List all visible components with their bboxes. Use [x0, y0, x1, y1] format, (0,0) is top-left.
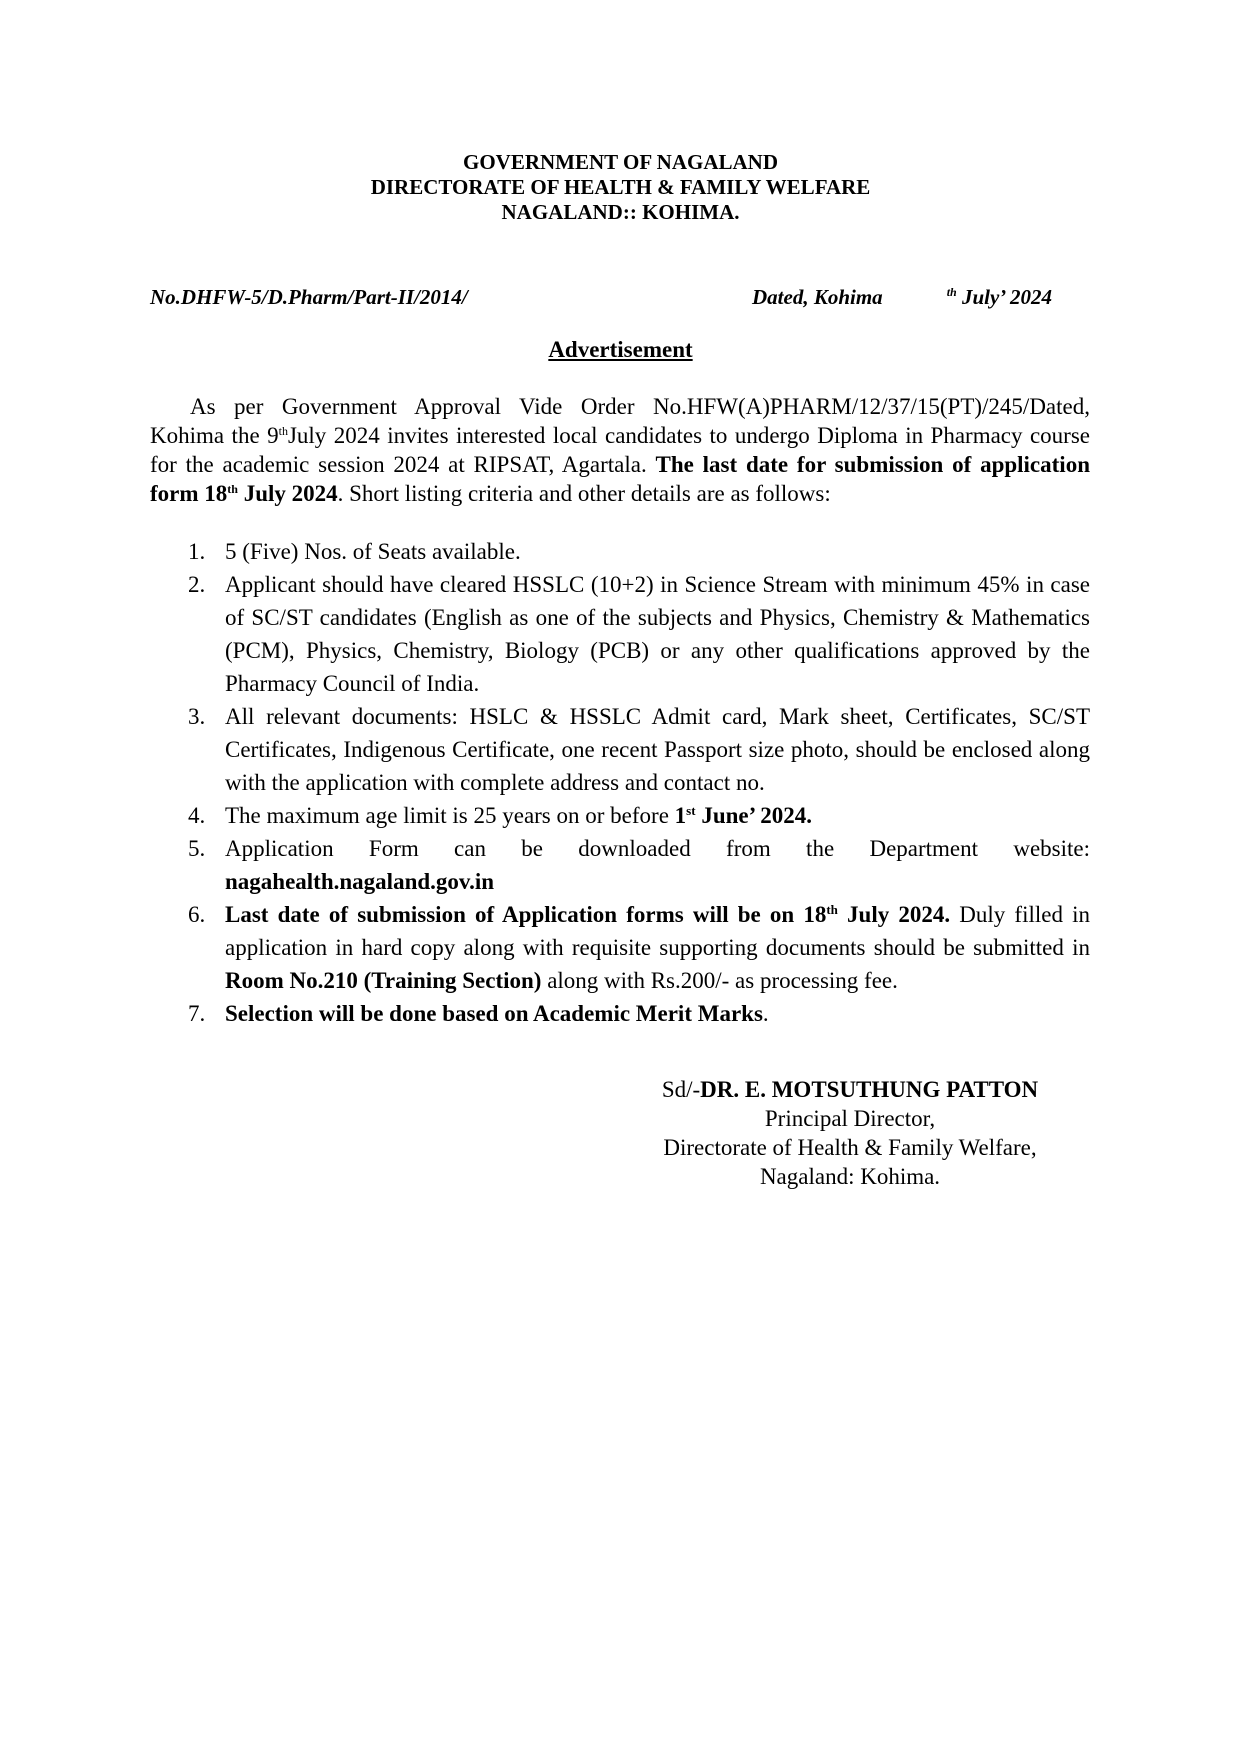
list-number: 2.	[188, 572, 206, 597]
signature-block	[610, 1075, 1090, 1191]
signatory-line	[610, 1075, 1090, 1104]
list-item	[150, 997, 1090, 1030]
intro-sup-1: th	[278, 424, 288, 438]
list-bold-end: June’ 2024.	[695, 803, 813, 828]
list-text-2: along with Rs.200/- as processing fee.	[541, 968, 898, 993]
intro-bold-sup: th	[227, 482, 238, 496]
dated-sup: th	[946, 285, 957, 299]
list-item	[150, 700, 1090, 799]
list-bold-sup: st	[686, 803, 696, 818]
list-item	[150, 568, 1090, 700]
list-number: 5.	[188, 836, 206, 861]
letterhead	[0, 150, 1241, 225]
list-number: 4.	[188, 803, 206, 828]
list-bold-end: July 2024.	[837, 902, 951, 927]
dated-line	[752, 282, 1052, 312]
header-line-directorate: DIRECTORATE OF HEALTH & FAMILY WELFARE	[370, 175, 871, 199]
list-number: 3.	[188, 704, 206, 729]
intro-bold-end: July 2024	[237, 481, 338, 506]
dated-prefix: Dated, Kohima	[752, 285, 883, 309]
signatory-office: Directorate of Health & Family Welfare,	[663, 1135, 1037, 1160]
header-line-government: GOVERNMENT OF NAGALAND	[462, 150, 778, 174]
list-item	[150, 535, 1090, 568]
intro-paragraph	[150, 392, 1090, 508]
list-text: Applicant should have cleared HSSLC (10+2) in Science Stream with minimum 45% in case of SC/ST candidates (English as one of the subjects and Physics, Chemistry & Mathematics (PCM), Physics, Chemistry, Biology (PCB) or any other qualifications approved by the Pharmacy Council of India.	[225, 572, 1090, 696]
signatory-designation: Principal Director,	[764, 1106, 936, 1131]
intro-bold-text: The last date for submission of application form 18	[150, 452, 1090, 506]
list-bold-text: Last date of submission of Application forms will be on 18	[225, 902, 827, 927]
intro-text-2: July 2024 invites interested local candidates to undergo Diploma in Pharmacy course for the academic session 2024 at RIPSAT, Agartala.	[150, 423, 1090, 477]
list-bold: Selection will be done based on Academic Merit Marks	[225, 1001, 763, 1026]
list-text: All relevant documents: HSLC & HSSLC Admit card, Mark sheet, Certificates, SC/ST Certificates, Indigenous Certificate, one recent Passport size photo, should be enclosed along with the application with complete address and contact no.	[225, 704, 1090, 795]
list-bold-text: 1	[674, 803, 687, 828]
list-text: 5 (Five) Nos. of Seats available.	[225, 539, 521, 564]
intro-text-1: As per Government Approval Vide Order No.HFW(A)PHARM/12/37/15(PT)/245/Dated, Kohima the 9	[150, 394, 1090, 448]
list-bold	[225, 902, 950, 927]
list-text: The maximum age limit is 25 years on or before	[225, 803, 675, 828]
signatory-place: Nagaland: Kohima.	[759, 1164, 941, 1189]
list-bold-sup: th	[826, 902, 838, 917]
page-title: Advertisement	[548, 337, 693, 362]
list-number: 7.	[188, 1001, 206, 1026]
list-number: 6.	[188, 902, 206, 927]
list-text: .	[762, 1001, 769, 1026]
list-number: 1.	[188, 539, 206, 564]
criteria-list	[150, 535, 1090, 1030]
list-text: Duly filled in application in hard copy along with requisite supporting documents should be submitted in	[225, 902, 1091, 960]
signature-prefix: Sd/-	[661, 1077, 701, 1102]
website-text: nagahealth.nagaland.gov.in	[225, 869, 495, 894]
signatory-name: DR. E. MOTSUTHUNG PATTON	[700, 1077, 1039, 1102]
intro-text-3: . Short listing criteria and other details are as follows:	[337, 481, 831, 506]
list-text: Application Form can be downloaded from the Department website:	[225, 836, 1090, 861]
list-item	[150, 799, 1090, 832]
reference-number: No.DHFW-5/D.Pharm/Part-II/2014/	[150, 285, 468, 309]
list-bold	[675, 803, 812, 828]
list-item	[150, 898, 1090, 997]
header-line-location: NAGALAND:: KOHIMA.	[501, 200, 740, 224]
dated-suffix: July’ 2024	[961, 285, 1052, 309]
list-item	[150, 832, 1090, 898]
list-bold-room: Room No.210 (Training Section)	[225, 968, 542, 993]
